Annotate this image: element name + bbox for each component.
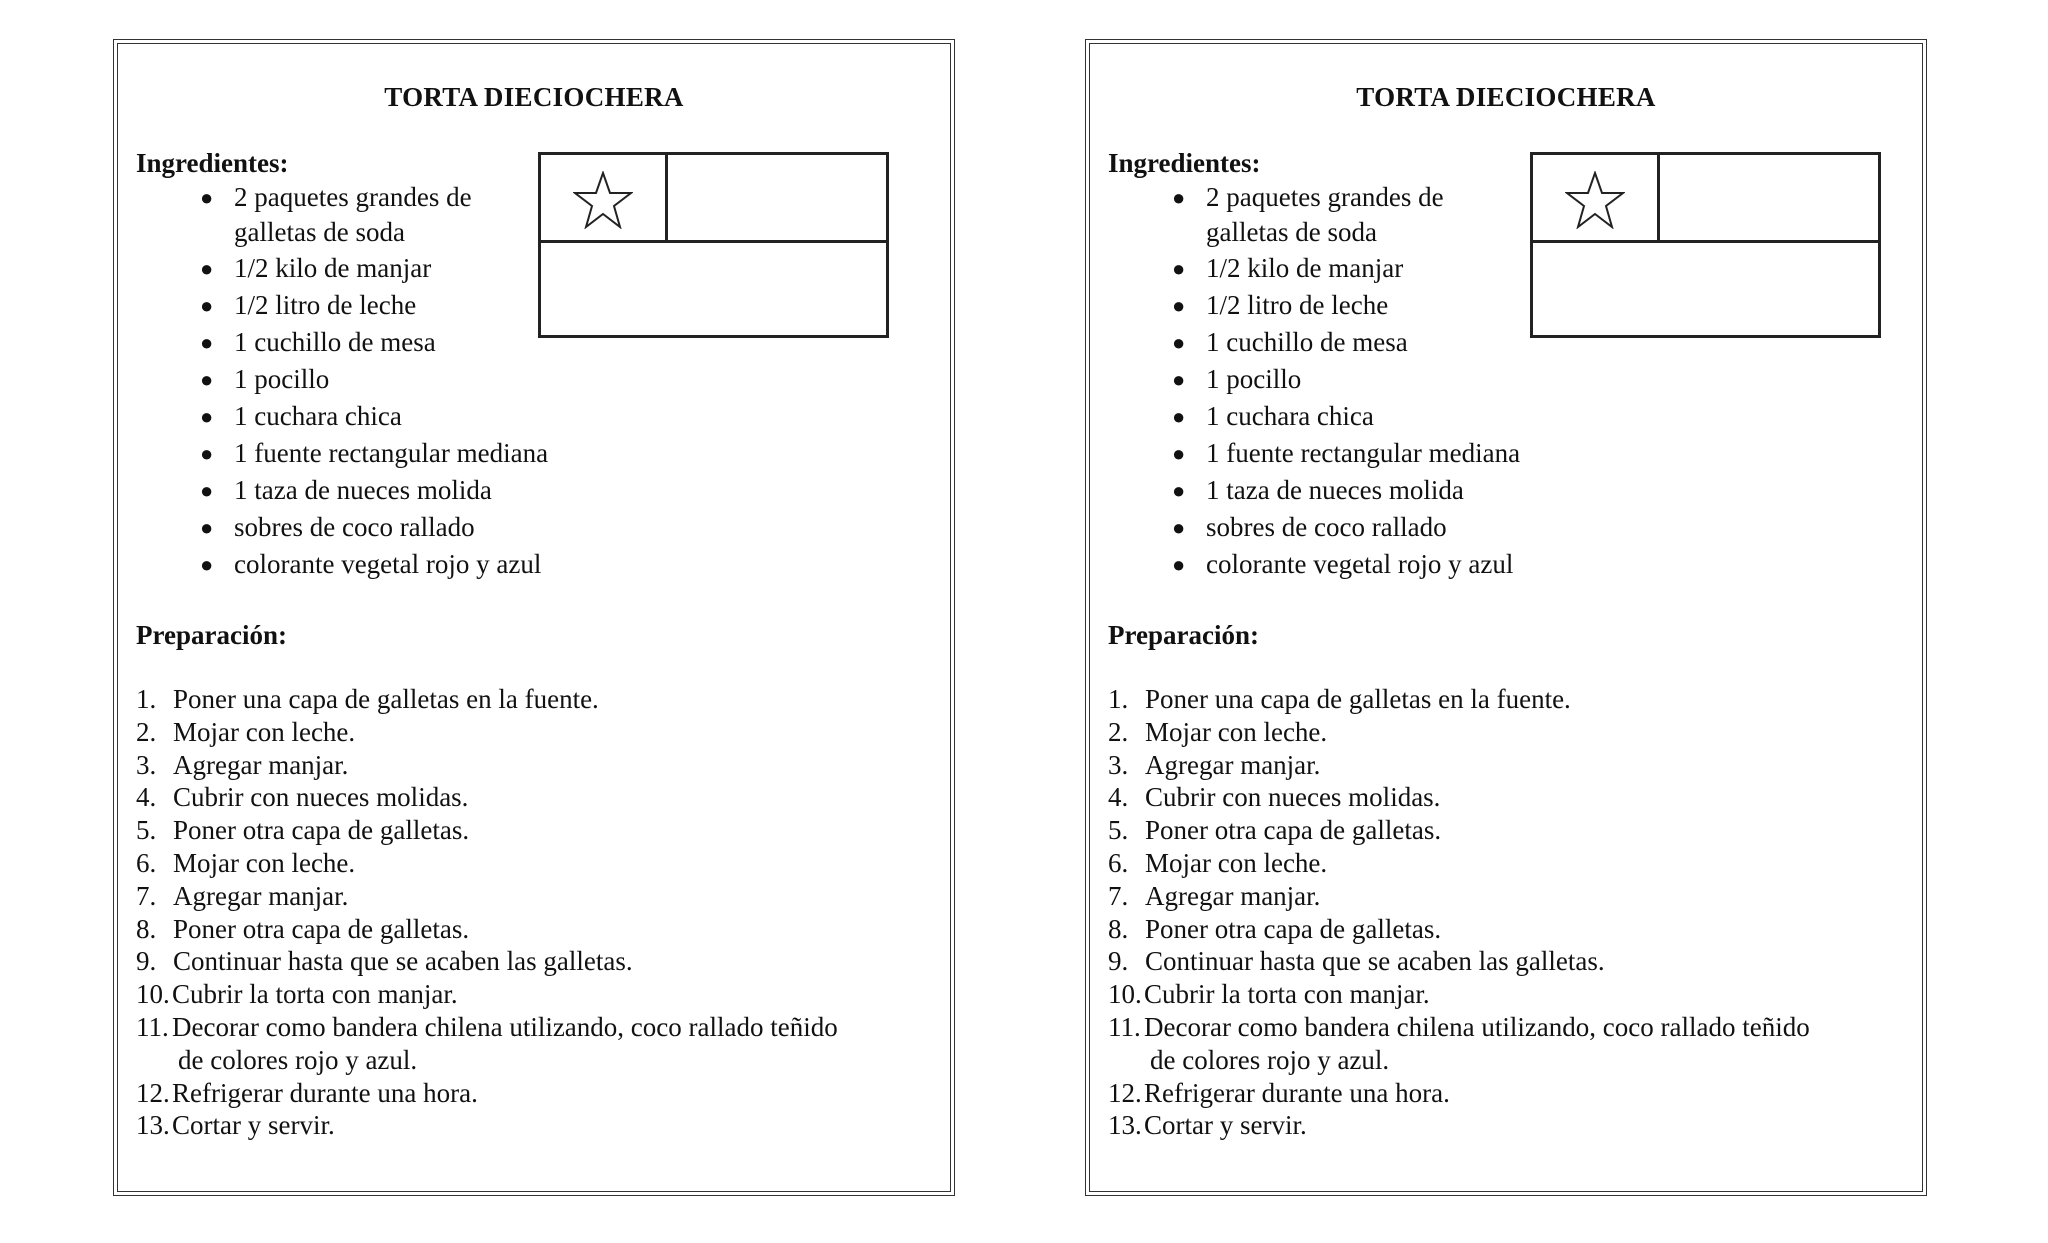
list-item: 6. Mojar con leche. bbox=[1108, 847, 1328, 878]
list-item: 1. Poner una capa de galletas en la fuente. bbox=[1108, 684, 1571, 714]
list-item: 12.Refrigerar durante una hora. bbox=[1108, 1077, 1450, 1108]
list-item: 7. Agregar manjar. bbox=[136, 880, 349, 911]
list-item: ● 1 cuchillo de mesa bbox=[200, 327, 436, 357]
list-item: 13.Cortar y servir. bbox=[1108, 1110, 1307, 1141]
list-item: ● 1 pocillo bbox=[1172, 364, 1302, 394]
recipe-title: TORTA DIECIOCHERA bbox=[384, 82, 684, 112]
list-item: 4. Cubrir con nueces molidas. bbox=[136, 782, 469, 813]
list-item: 9. Continuar hasta que se acaben las galletas. bbox=[1108, 946, 1605, 977]
list-item: ● sobres de coco rallado bbox=[1172, 512, 1447, 542]
list-item: 3. Agregar manjar. bbox=[1108, 749, 1321, 780]
list-item: ● 1 fuente rectangular mediana bbox=[1172, 438, 1521, 468]
list-item: ● 1/2 kilo de manjar bbox=[200, 253, 432, 283]
star-icon bbox=[573, 171, 633, 229]
flag-divider bbox=[1660, 240, 1878, 243]
list-item: 3. Agregar manjar. bbox=[136, 749, 349, 780]
preparation-steps bbox=[1108, 683, 1810, 1142]
list-item: ● 1 cuchara chica bbox=[200, 401, 402, 431]
list-item: ● 1 fuente rectangular mediana bbox=[200, 438, 549, 468]
ingredients-heading: Ingredientes: bbox=[1108, 148, 1261, 178]
preparation-heading: Preparación: bbox=[136, 620, 287, 650]
list-item: ● 2 paquetes grandes de galletas de soda bbox=[200, 182, 472, 247]
list-item: 10.Cubrir la torta con manjar. bbox=[136, 979, 458, 1010]
list-item: 8. Poner otra capa de galletas. bbox=[136, 913, 470, 944]
list-item: ● 1/2 litro de leche bbox=[200, 290, 417, 320]
chilean-flag-outline-icon bbox=[1530, 152, 1881, 338]
recipe-card-right bbox=[1085, 39, 1927, 1196]
recipe-title: TORTA DIECIOCHERA bbox=[1356, 82, 1656, 112]
list-item: ● 1 pocillo bbox=[200, 364, 330, 394]
list-item: ● 1/2 kilo de manjar bbox=[1172, 253, 1404, 283]
flag-divider bbox=[668, 240, 886, 243]
list-item: 6. Mojar con leche. bbox=[136, 847, 356, 878]
list-item: 7. Agregar manjar. bbox=[1108, 880, 1321, 911]
list-item: 11. Decorar como bandera chilena utilizando, coco rallado teñido bbox=[1108, 1011, 1810, 1042]
preparation-heading: Preparación: bbox=[1108, 620, 1259, 650]
list-item: 8. Poner otra capa de galletas. bbox=[1108, 913, 1442, 944]
list-item: ● sobres de coco rallado bbox=[200, 512, 475, 542]
list-item: 11. Decorar como bandera chilena utilizando, coco rallado teñido bbox=[136, 1011, 838, 1042]
list-item: ● 1/2 litro de leche bbox=[1172, 290, 1389, 320]
recipe-card-left bbox=[113, 39, 955, 1196]
list-item: 10.Cubrir la torta con manjar. bbox=[1108, 979, 1430, 1010]
ingredients-heading: Ingredientes: bbox=[136, 148, 289, 178]
list-item-continuation: de colores rojo y azul. bbox=[178, 1044, 418, 1075]
list-item: ● colorante vegetal rojo y azul bbox=[200, 549, 542, 579]
list-item: ● 1 taza de nueces molida bbox=[200, 475, 492, 505]
list-item: ● colorante vegetal rojo y azul bbox=[1172, 549, 1514, 579]
list-item: 9. Continuar hasta que se acaben las galletas. bbox=[136, 946, 633, 977]
chilean-flag-outline-icon bbox=[538, 152, 889, 338]
list-item: 4. Cubrir con nueces molidas. bbox=[1108, 782, 1441, 813]
list-item: ● 2 paquetes grandes de galletas de soda bbox=[1172, 182, 1444, 247]
list-item: 13.Cortar y servir. bbox=[136, 1110, 335, 1141]
list-item: ● 1 taza de nueces molida bbox=[1172, 475, 1464, 505]
list-item: 5. Poner otra capa de galletas. bbox=[136, 815, 470, 846]
flag-canton bbox=[541, 155, 668, 243]
ingredients-list bbox=[114, 180, 548, 583]
preparation-steps bbox=[136, 683, 838, 1142]
list-item: 2. Mojar con leche. bbox=[136, 716, 356, 747]
flag-canton bbox=[1533, 155, 1660, 243]
list-item: ● 1 cuchara chica bbox=[1172, 401, 1374, 431]
list-item-continuation: de colores rojo y azul. bbox=[1150, 1044, 1390, 1075]
list-item: 12.Refrigerar durante una hora. bbox=[136, 1077, 478, 1108]
star-icon bbox=[1565, 171, 1625, 229]
list-item: ● 1 cuchillo de mesa bbox=[1172, 327, 1408, 357]
list-item: 1. Poner una capa de galletas en la fuente. bbox=[136, 684, 599, 714]
ingredients-list bbox=[1086, 180, 1520, 583]
list-item: 2. Mojar con leche. bbox=[1108, 716, 1328, 747]
list-item: 5. Poner otra capa de galletas. bbox=[1108, 815, 1442, 846]
